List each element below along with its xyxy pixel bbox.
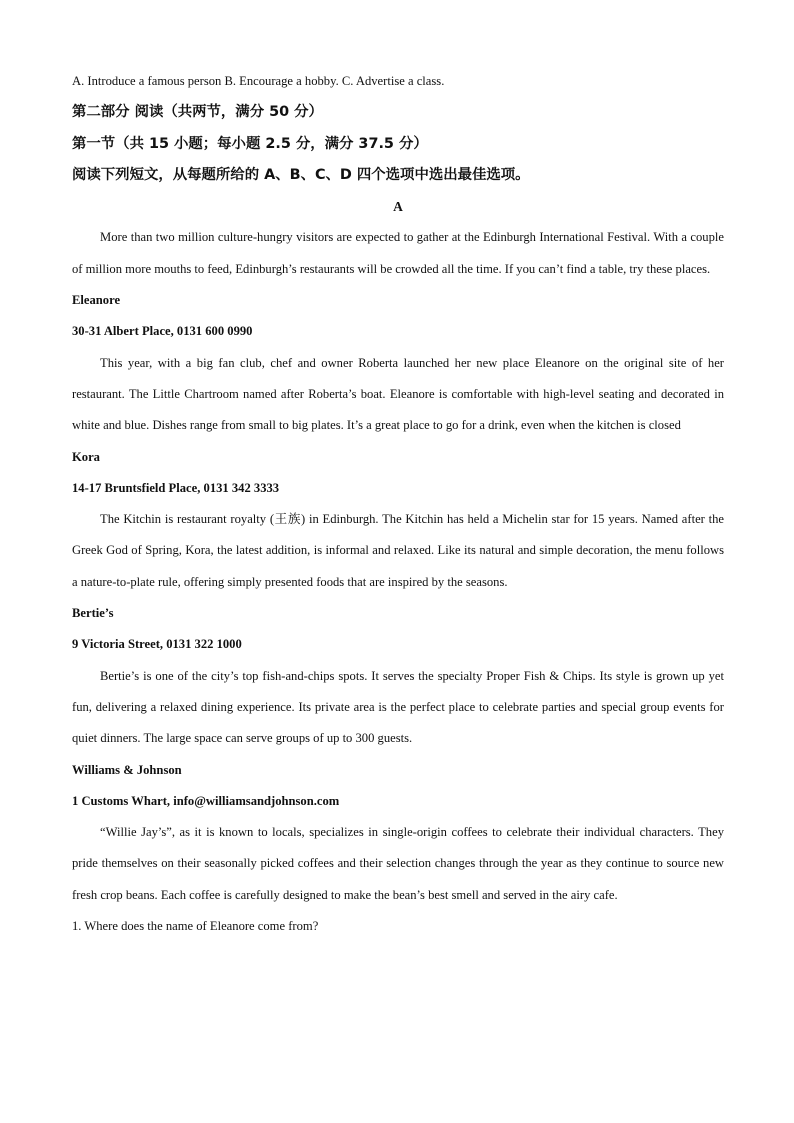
restaurant-description: Bertie’s is one of the city’s top fish-and-chips spots. It serves the specialty Proper Fish & Chips. Its style is grown up yet fun, delivering a relaxed dining experience. Its private area is the perfect place to celebrate parties and special group events for quiet dinners. The large space can serve groups of up to 300 guests. xyxy=(72,668,724,746)
question-1: 1. Where does the name of Eleanore come from? xyxy=(72,919,319,934)
section-title: 第二部分 阅读（共两节，满分 50 分） xyxy=(72,104,323,121)
restaurant-description: This year, with a big fan club, chef and owner Roberta launched her new place Eleanore on the original site of her restaurant. The Little Chartroom named after Roberta’s boat. Eleanore is comfortable with high-level seating and decorated in white and blue. Dishes range from small to big plates. It’s a great place to go for a drink, even when the kitchen is closed xyxy=(72,355,724,433)
passage-intro: More than two million culture-hungry visitors are expected to gather at the Edinburgh International Festival. With a couple of million more mouths to feed, Edinburgh’s restaurants will be crowded all the time. If you can’t find a table, try these places. xyxy=(72,230,724,276)
restaurant-address: 30-31 Albert Place, 0131 600 0990 xyxy=(72,324,253,339)
previous-question-options: A. Introduce a famous person B. Encourage a hobby. C. Advertise a class. xyxy=(72,74,445,88)
restaurant-address: 9 Victoria Street, 0131 322 1000 xyxy=(72,637,242,652)
restaurant-description: The Kitchin is restaurant royalty (王族) in Edinburgh. The Kitchin has held a Michelin star for 15 years. Named after the Greek God of Spring, Kora, the latest addition, is informal and relaxed. Like its natural and simple decoration, the menu follows a nature-to-plate rule, offering simply presented foods that are inspired by the seasons. xyxy=(72,512,724,589)
restaurant-name: Williams & Johnson xyxy=(72,762,182,777)
instruction: 阅读下列短文，从每题所给的 A、B、C、D 四个选项中选出最佳选项。 xyxy=(72,166,530,183)
restaurant-name: Kora xyxy=(72,449,100,464)
restaurant-name: Bertie’s xyxy=(72,606,114,621)
restaurant-description: “Willie Jay’s”, as it is known to locals, specializes in single-origin coffees to celebrate their individual characters. They pride themselves on their seasonally picked coffees and their selection changes through the year as they continue to source new fresh crop beans. Each coffee is carefully designed to make the bean’s best smell and served in the airy cafe. xyxy=(72,825,724,902)
subsection-title: 第一节（共 15 小题；每小题 2.5 分，满分 37.5 分） xyxy=(72,135,428,152)
passage-letter: A xyxy=(393,199,403,215)
restaurant-address: 14-17 Bruntsfield Place, 0131 342 3333 xyxy=(72,480,280,495)
restaurant-name: Eleanore xyxy=(72,293,121,308)
restaurant-address: 1 Customs Whart, info@williamsandjohnson.com xyxy=(72,793,340,808)
